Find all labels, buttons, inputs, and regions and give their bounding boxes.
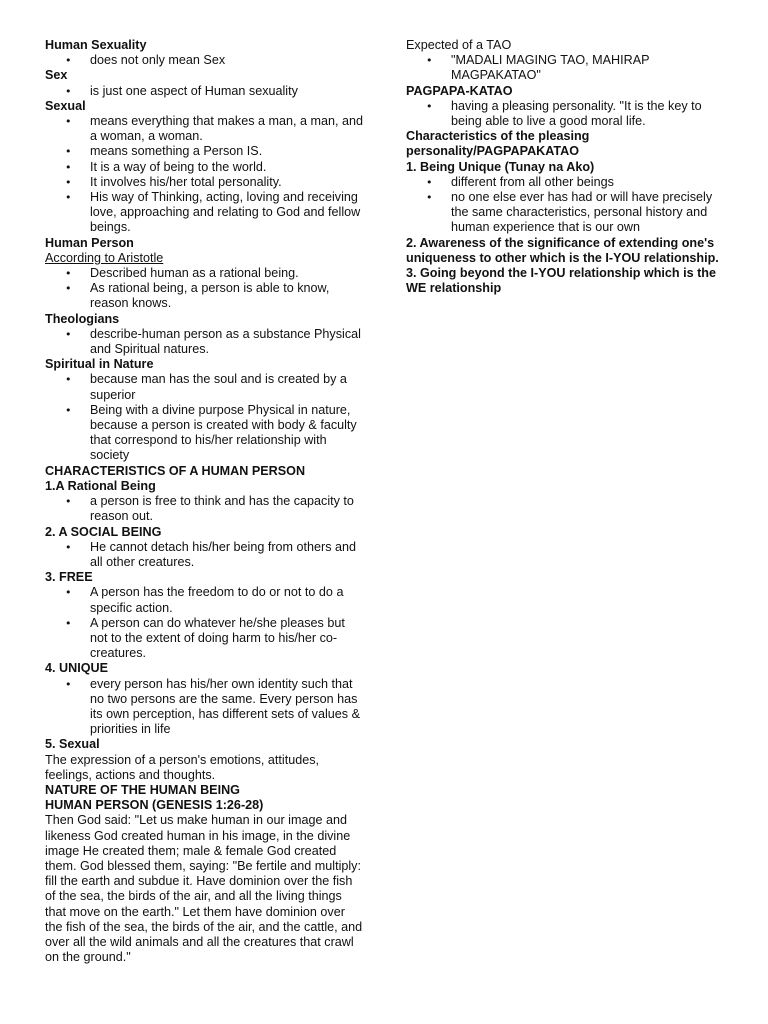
subheading-aristotle: According to Aristotle: [45, 250, 164, 265]
left-column: [45, 38, 363, 965]
list-item: • "MADALI MAGING TAO, MAHIRAP MAGPAKATAO": [406, 53, 730, 83]
heading-human-sexuality: Human Sexuality: [45, 38, 147, 52]
heading-social: 2. A SOCIAL BEING: [45, 524, 162, 539]
list-item: • having a pleasing personality. "It is the key to being able to live a good moral life.: [406, 99, 730, 129]
heading-spiritual: Spiritual in Nature: [45, 357, 154, 372]
text-expected-of-tao: Expected of a TAO: [406, 38, 512, 52]
paragraph-sexual-5: The expression of a person's emotions, attitudes, feelings, actions and thoughts.: [45, 752, 320, 782]
list-free: [45, 585, 363, 661]
heading-awareness: 2. Awareness of the significance of extending one's uniqueness to other which is the I-YOU relationship.: [406, 235, 719, 265]
heading-pagpapakatao: PAGPAPA-KATAO: [406, 83, 513, 98]
list-item: • He cannot detach his/her being from others and all other creatures.: [45, 540, 363, 570]
list-item: • As rational being, a person is able to know, reason knows.: [45, 281, 363, 311]
list-item: • different from all other beings: [406, 175, 730, 190]
heading-characteristics: CHARACTERISTICS OF A HUMAN PERSON: [45, 463, 306, 478]
list-item: • every person has his/her own identity such that no two persons are the same. Every person has its own perception, has different sets of values & priorities in life: [45, 677, 363, 738]
heading-genesis: HUMAN PERSON (GENESIS 1:26-28): [45, 798, 264, 813]
list-rational: [45, 494, 363, 524]
heading-going-beyond: 3. Going beyond the I-YOU relationship which is the WE relationship: [406, 266, 716, 296]
list-item: • His way of Thinking, acting, loving and receiving love, approaching and relating to God and fellow beings.: [45, 190, 363, 236]
list-item: • because man has the soul and is created by a superior: [45, 372, 363, 402]
list-aristotle: [45, 266, 363, 312]
list-item: • It involves his/her total personality.: [45, 175, 363, 190]
heading-sexual-5: 5. Sexual: [45, 737, 100, 752]
list-item: • means something a Person IS.: [45, 144, 363, 159]
heading-being-unique: 1. Being Unique (Tunay na Ako): [406, 159, 595, 174]
heading-rational: 1.A Rational Being: [45, 478, 156, 493]
heading-human-person: Human Person: [45, 235, 134, 250]
list-expected: [406, 53, 730, 83]
heading-free: 3. FREE: [45, 570, 93, 585]
paragraph-genesis: Then God said: "Let us make human in our image and likeness God created human in his image, in the divine image He created them; male & female God created them. God blessed them, saying: "Be fertile and multiply: fill the earth and subdue it. Have dominion over the fish of the sea, the birds of the air, and all the living things that move on the earth." Let them have dominion over the fish of the sea, the birds of the air, and the cattle, and over all the wild animals and all the creatures that crawl on the ground.": [45, 813, 363, 965]
heading-sexual: Sexual: [45, 98, 86, 113]
list-item: • is just one aspect of Human sexuality: [45, 84, 363, 99]
right-column: [406, 38, 730, 296]
list-item: • means everything that makes a man, a man, and a woman, a woman.: [45, 114, 363, 144]
list-social: [45, 540, 363, 570]
heading-pleasing-personality: Characteristics of the pleasing personality/PAGPAPAKATAO: [406, 129, 590, 159]
heading-sex: Sex: [45, 68, 68, 83]
list-item: • does not only mean Sex: [45, 53, 363, 68]
heading-theologians: Theologians: [45, 311, 120, 326]
list-item: • no one else ever has had or will have precisely the same characteristics, personal history and human experience that is our own: [406, 190, 730, 236]
list-unique: [45, 677, 363, 738]
list-pagpapakatao: [406, 99, 730, 129]
heading-nature: NATURE OF THE HUMAN BEING: [45, 782, 240, 797]
list-being-unique: [406, 175, 730, 236]
list-item: • describe-human person as a substance Physical and Spiritual natures.: [45, 327, 363, 357]
heading-unique: 4. UNIQUE: [45, 661, 108, 676]
list-item: • a person is free to think and has the capacity to reason out.: [45, 494, 363, 524]
list-item: • Being with a divine purpose Physical in nature, because a person is created with body & faculty that correspond to his/her relationship with society: [45, 403, 363, 464]
list-sexual: [45, 114, 363, 236]
list-item: • It is a way of being to the world.: [45, 160, 363, 175]
list-item: • A person has the freedom to do or not to do a specific action.: [45, 585, 363, 615]
list-spiritual: [45, 372, 363, 463]
list-sex: [45, 84, 363, 99]
list-item: • Described human as a rational being.: [45, 266, 363, 281]
list-theologians: [45, 327, 363, 357]
list-item: • A person can do whatever he/she pleases but not to the extent of doing harm to his/her co-creatures.: [45, 616, 363, 662]
list-human-sexuality: [45, 53, 363, 68]
